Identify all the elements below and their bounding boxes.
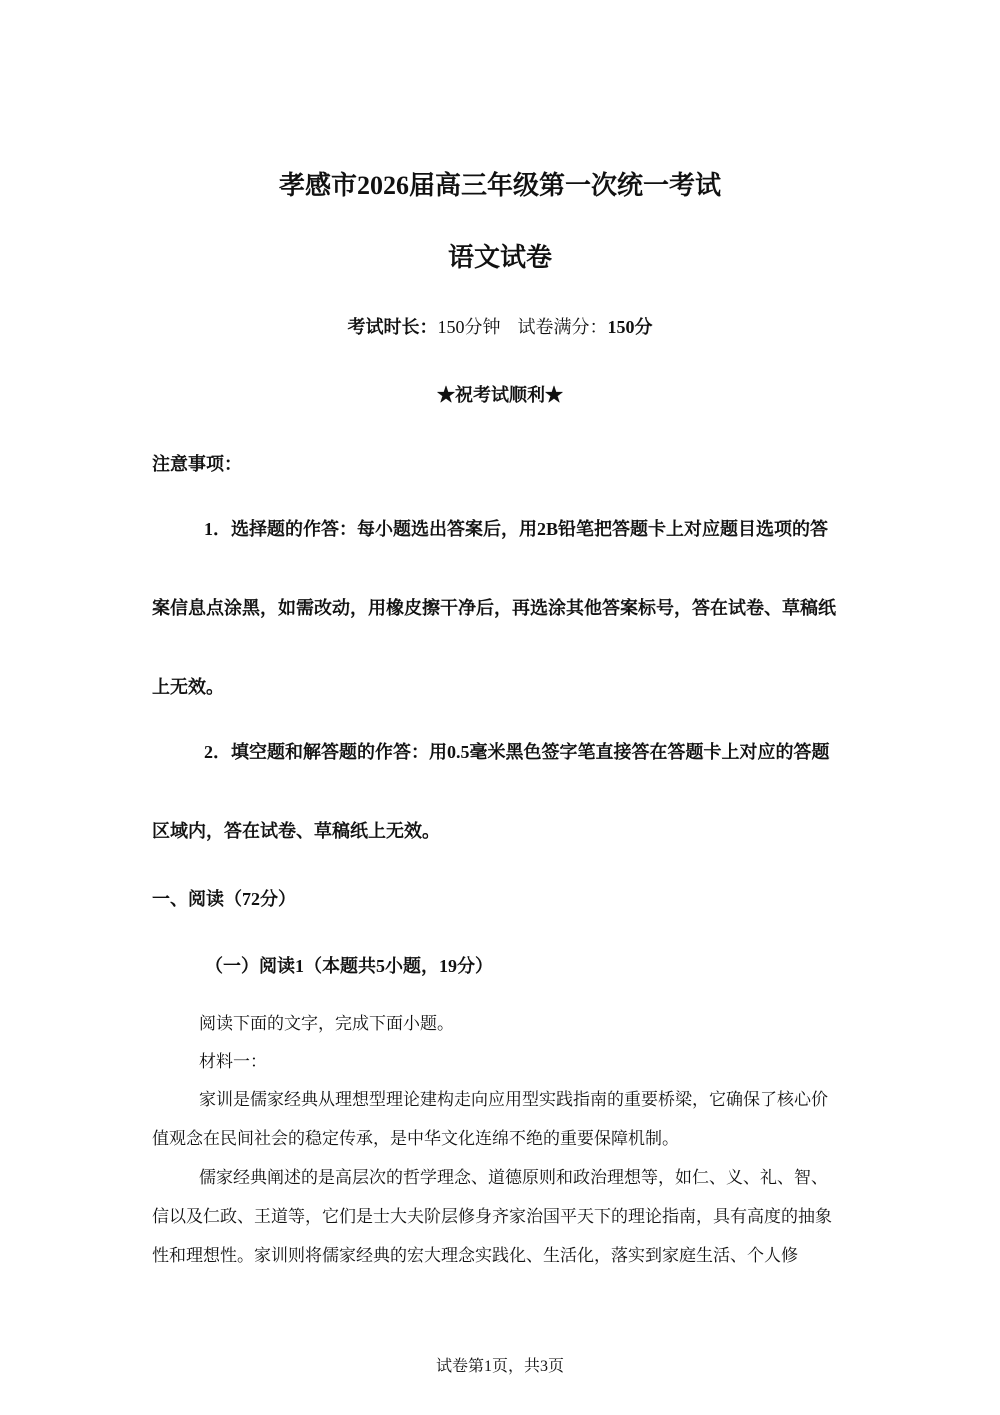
paragraph: 材料一： <box>199 1052 267 1072</box>
section-title: 一、阅读（72分） <box>152 889 296 909</box>
duration-label: 考试时长： <box>347 317 438 337</box>
duration-value: 150分钟 <box>437 317 501 337</box>
notice-item: 1．选择题的作答：每小题选出答案后，用2B铅笔把答题卡上对应题目选项的答案信息点涂黑，如需改动，用橡皮擦干净后，再选涂其他答案标号，答在试卷、草稿纸上无效。 <box>152 519 836 697</box>
exam-info <box>0 314 1000 340</box>
exam-subject: 语文试卷 <box>447 243 552 272</box>
subsection-title: （一）阅读1（本题共5小题，19分） <box>205 956 493 976</box>
score-label: 试卷满分： <box>517 317 608 337</box>
paragraph: 阅读下面的文字，完成下面小题。 <box>199 1014 454 1034</box>
exam-wish: ★祝考试顺利★ <box>437 385 563 405</box>
paragraph: 儒家经典阐述的是高层次的哲学理念、道德原则和政治理想等，如仁、义、礼、智、信以及仁政、王道等，它们是士大夫阶层修身齐家治国平天下的理论指南，具有高度的抽象性和理想性。家训则将儒家经典的宏大理念实践化、生活化，落实到家庭生活、个人修 <box>152 1168 832 1266</box>
notice-item: 2．填空题和解答题的作答：用0.5毫米黑色签字笔直接答在答题卡上对应的答题区域内，答在试卷、草稿纸上无效。 <box>152 742 830 841</box>
score-value: 150分 <box>607 317 653 337</box>
paragraph: 家训是儒家经典从理想型理论建构走向应用型实践指南的重要桥梁，它确保了核心价值观念在民间社会的稳定传承，是中华文化连绵不绝的重要保障机制。 <box>152 1090 828 1149</box>
page-footer: 试卷第1页，共3页 <box>435 1358 564 1375</box>
notice-heading: 注意事项： <box>152 454 242 474</box>
exam-title: 孝感市2026届高三年级第一次统一考试 <box>278 171 721 200</box>
